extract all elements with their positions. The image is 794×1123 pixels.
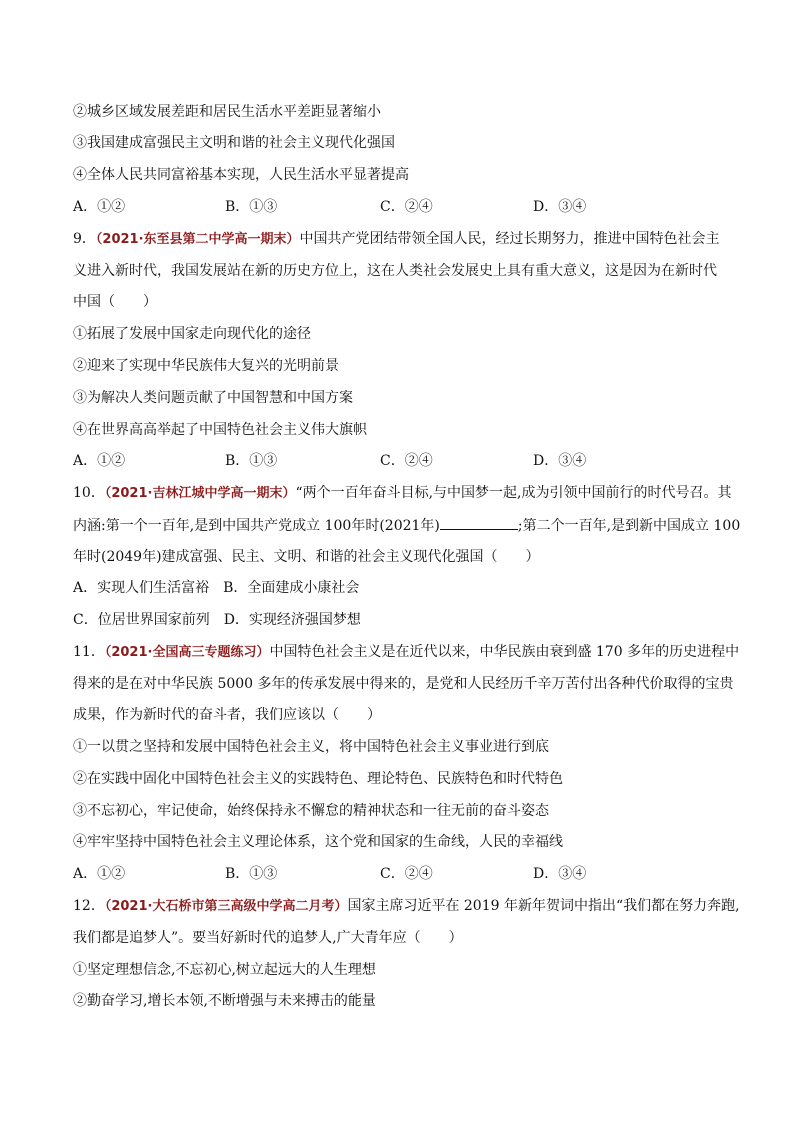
q9-item-1: ①拓展了发展中国家走向现代化的途径 bbox=[73, 326, 311, 342]
q11-option-b: B．①③ bbox=[225, 866, 278, 882]
q11-item-1: ①一以贯之坚持和发展中国特色社会主义，将中国特色社会主义事业进行到底 bbox=[73, 739, 549, 755]
q9-item-3: ③为解决人类问题贡献了中国智慧和中国方案 bbox=[73, 390, 353, 406]
q10-stem-line-1 bbox=[73, 483, 732, 503]
q11-stem-line-3: 成果，作为新时代的奋斗者，我们应该以（ ） bbox=[73, 707, 381, 723]
q11-options bbox=[73, 864, 713, 884]
q9-source: （2021·东至县第二中学高一期末） bbox=[95, 232, 300, 247]
q8-option-b: B．①③ bbox=[225, 199, 278, 215]
q10-number: 10． bbox=[73, 485, 105, 501]
q11-stem-line-1 bbox=[73, 642, 739, 662]
q9-stem-line-1 bbox=[73, 229, 720, 249]
q10-options-line-2: C．位居世界国家前列 D．实现经济强国梦想 bbox=[73, 612, 361, 628]
q12-source: （2021·大石桥市第三高级中学高二月考） bbox=[104, 899, 348, 914]
q10-stem-line-3: 年时(2049年)建成富强、民主、文明、和谐的社会主义现代化强国（ ） bbox=[73, 549, 540, 565]
q11-item-3: ③不忘初心，牢记使命，始终保持永不懈怠的精神状态和一往无前的奋斗姿态 bbox=[73, 803, 549, 819]
q10-stem-1: “两个一百年奋斗目标,与中国梦一起,成为引领中国前行的时代号召。其 bbox=[295, 485, 732, 501]
q9-item-4: ④在世界高高举起了中国特色社会主义伟大旗帜 bbox=[73, 422, 367, 438]
q12-number: 12． bbox=[73, 898, 105, 914]
q11-option-d: D．③④ bbox=[533, 866, 587, 882]
q9-option-a: A．①② bbox=[73, 453, 126, 469]
q12-stem-1: 国家主席习近平在 2019 年新年贺词中指出“我们都在努力奔跑, bbox=[347, 898, 740, 914]
q10-answer-blank bbox=[440, 515, 518, 530]
q9-number: 9． bbox=[73, 231, 96, 247]
q9-stem-1: 中国共产党团结带领全国人民，经过长期努力，推进中国特色社会主 bbox=[299, 231, 720, 247]
q8-options bbox=[73, 197, 713, 217]
q11-item-2: ②在实践中固化中国特色社会主义的实践特色、理论特色、民族特色和时代特色 bbox=[73, 771, 563, 787]
q8-option-d: D．③④ bbox=[533, 199, 587, 215]
q11-stem-1: 中国特色社会主义是在近代以来，中华民族由衰到盛 170 多年的历史进程中 bbox=[269, 644, 740, 660]
q12-stem-line-2: 我们都是追梦人”。要当好新时代的追梦人,广大青年应（ ） bbox=[73, 930, 463, 946]
q11-stem-line-2: 得来的是在对中华民族 5000 多年的传承发展中得来的，是党和人民经历千辛万苦付出各种代价取得的宝贵 bbox=[73, 676, 734, 692]
q11-source: （2021·全国高三专题练习） bbox=[104, 645, 270, 660]
q10-options-line-1: A．实现人们生活富裕 B．全面建成小康社会 bbox=[73, 580, 360, 596]
q8-item-4: ④全体人民共同富裕基本实现，人民生活水平显著提高 bbox=[73, 167, 409, 183]
q9-stem-line-2: 义进入新时代，我国发展站在新的历史方位上，这在人类社会发展史上具有重大意义，这是因为在新时代 bbox=[73, 263, 717, 279]
q11-option-c: C．②④ bbox=[380, 866, 433, 882]
q10-source: （2021·吉林江城中学高一期末） bbox=[104, 486, 296, 501]
q12-stem-line-1 bbox=[73, 896, 740, 916]
q11-number: 11． bbox=[73, 644, 105, 660]
q9-stem-line-3: 中国（ ） bbox=[73, 294, 157, 310]
q11-item-4: ④牢牢坚持中国特色社会主义理论体系，这个党和国家的生命线，人民的幸福线 bbox=[73, 834, 563, 850]
q9-option-d: D．③④ bbox=[533, 453, 587, 469]
q10-stem-2a: 内涵:第一个一百年,是到中国共产党成立 100年时(2021年) bbox=[73, 518, 440, 534]
q12-item-1: ①坚定理想信念,不忘初心,树立起远大的人生理想 bbox=[73, 962, 376, 978]
q9-item-2: ②迎来了实现中华民族伟大复兴的光明前景 bbox=[73, 358, 339, 374]
q9-options bbox=[73, 451, 713, 471]
q8-item-2: ②城乡区域发展差距和居民生活水平差距显著缩小 bbox=[73, 104, 381, 120]
q10-stem-line-2 bbox=[73, 515, 740, 535]
q9-option-c: C．②④ bbox=[380, 453, 433, 469]
q8-item-3: ③我国建成富强民主文明和谐的社会主义现代化强国 bbox=[73, 135, 395, 151]
q8-option-c: C．②④ bbox=[380, 199, 433, 215]
q10-stem-2b: ;第二个一百年,是到新中国成立 100 bbox=[517, 518, 741, 534]
q9-option-b: B．①③ bbox=[225, 453, 278, 469]
q8-option-a: A．①② bbox=[73, 199, 126, 215]
q12-item-2: ②勤奋学习,增长本领,不断增强与未来搏击的能量 bbox=[73, 993, 376, 1009]
q11-option-a: A．①② bbox=[73, 866, 126, 882]
